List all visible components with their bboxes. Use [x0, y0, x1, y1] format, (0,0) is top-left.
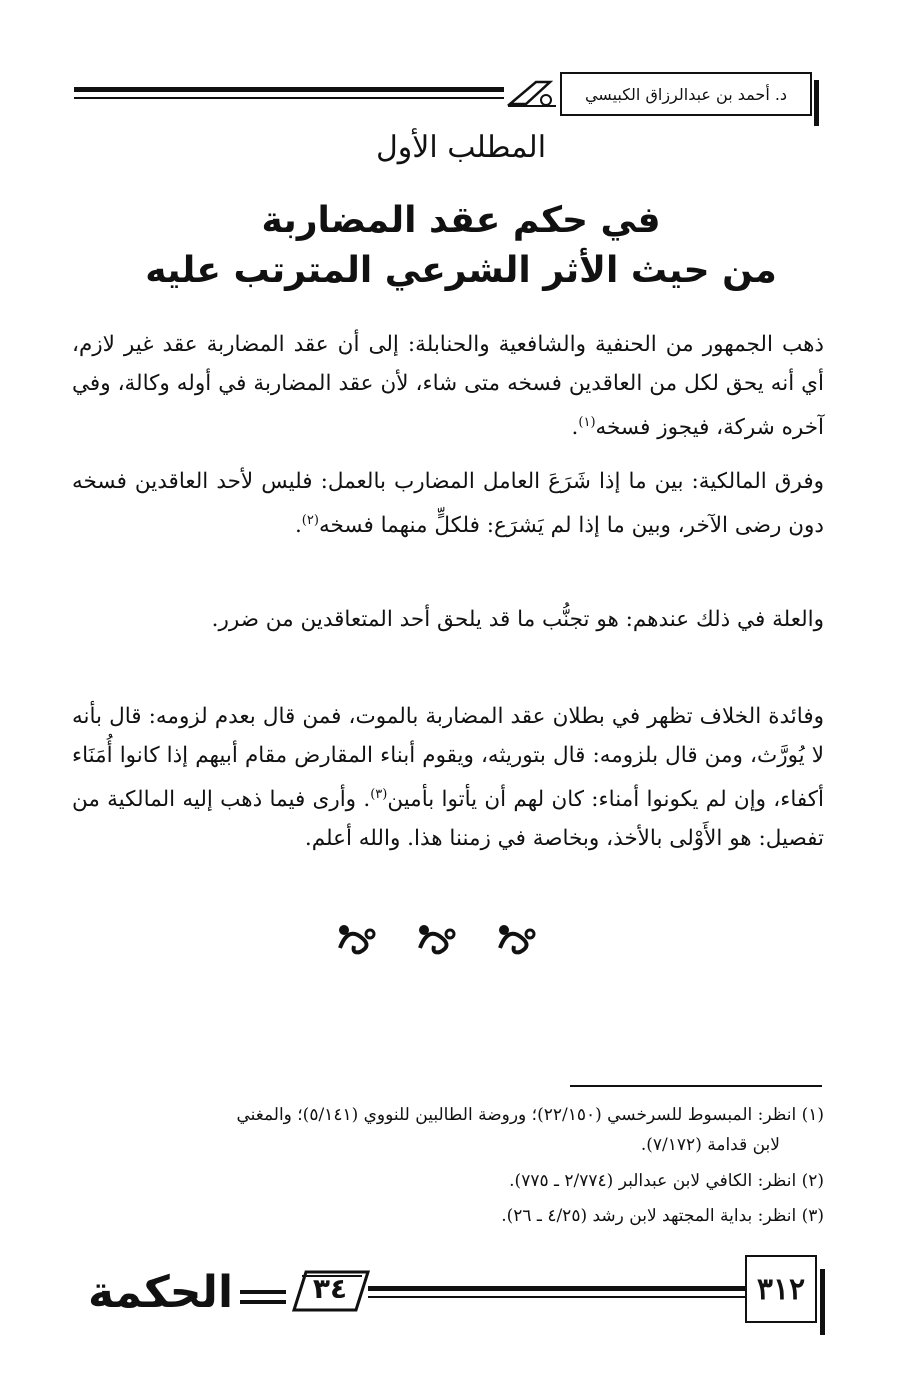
footer-rule-top: [368, 1286, 748, 1291]
paragraph-2: وفرق المالكية: بين ما إذا شَرَعَ العامل المضارب بالعمل: فليس لأحد العاقدين فسخه دون رضى الآخر، وبين ما إذا لم يَشرَع: فلكلٍّ منهما فسخه$^{(٢)}$.: [72, 469, 824, 539]
footer-rule-left-bottom: [240, 1300, 286, 1304]
footnote-ref-2: (٢): [301, 513, 319, 528]
header-rule-bottom: [74, 97, 504, 99]
footnote-separator: [570, 1085, 822, 1087]
section-title-line2: من حيث الأثر الشرعي المترتب عليه: [145, 250, 777, 291]
author-header: [560, 72, 812, 116]
footnote-ref-1: (١): [578, 415, 596, 430]
paragraph-4: وفائدة الخلاف تظهر في بطلان عقد المضاربة بالموت، فمن قال بعدم لزومه: قال بأنه لا يُورَّث، ومن قال بلزومه: قال بتوريثه، ويقوم أبناء المقارض مقام أبيهم إذا كانوا أُمَنَاء أكفاء، وإن لم يكونوا أمناء: كان لهم أن يأتوا بأمين$^{(٣)}$. وأرى فيما ذهب إليه المالكية من تفصيل: هو الأَوْلى بالأخذ، وبخاصة في زمننا هذا. والله أعلم.: [72, 704, 824, 852]
pen-icon: [506, 76, 558, 110]
page-number: ٣١٢: [745, 1255, 817, 1323]
section-end-ornament: [330, 918, 560, 958]
footer-rule-bottom: [368, 1296, 748, 1298]
footnote-2: (٢) انظر: الكافي لابن عبدالبر (٢/٧٧٤ ـ ٧٧٥).: [509, 1171, 824, 1191]
paragraph-3: والعلة في ذلك عندهم: هو تجنُّب ما قد يلحق أحد المتعاقدين من ضرر.: [211, 607, 824, 632]
footnote-ref-3: (٣): [370, 787, 388, 802]
section-title-line1: في حكم عقد المضاربة: [261, 200, 661, 241]
paragraph-1: ذهب الجمهور من الحنفية والشافعية والحنابلة: إلى أن عقد المضاربة عقد غير لازم، أي أنه يحق لكل من العاقدين فسخه متى شاء، لأن عقد المضاربة في أوله وكالة، وفي آخره شركة، فيجوز فسخه$^{(١)}$.: [72, 332, 824, 441]
ornament-glyph: [339, 925, 374, 952]
issue-number: ٣٤: [312, 1272, 348, 1305]
footer-rule-left-top: [240, 1290, 286, 1294]
footnote-1: (١) انظر: المبسوط للسرخسي (٢٢/١٥٠)؛ وروضة الطالبين للنووي (٥/١٤١)؛ والمغني لابن قدامة (٧/١٧٢).: [236, 1105, 824, 1155]
footnote-3: (٣) انظر: بداية المجتهد لابن رشد (٤/٢٥ ـ ٢٦).: [501, 1206, 824, 1226]
section-label: المطلب الأول: [375, 130, 547, 165]
header-rule-top: [74, 87, 504, 92]
journal-logo: الحكمة: [87, 1266, 234, 1318]
author-name: د. أحمد بن عبدالرزاق الكبيسي: [584, 84, 788, 104]
